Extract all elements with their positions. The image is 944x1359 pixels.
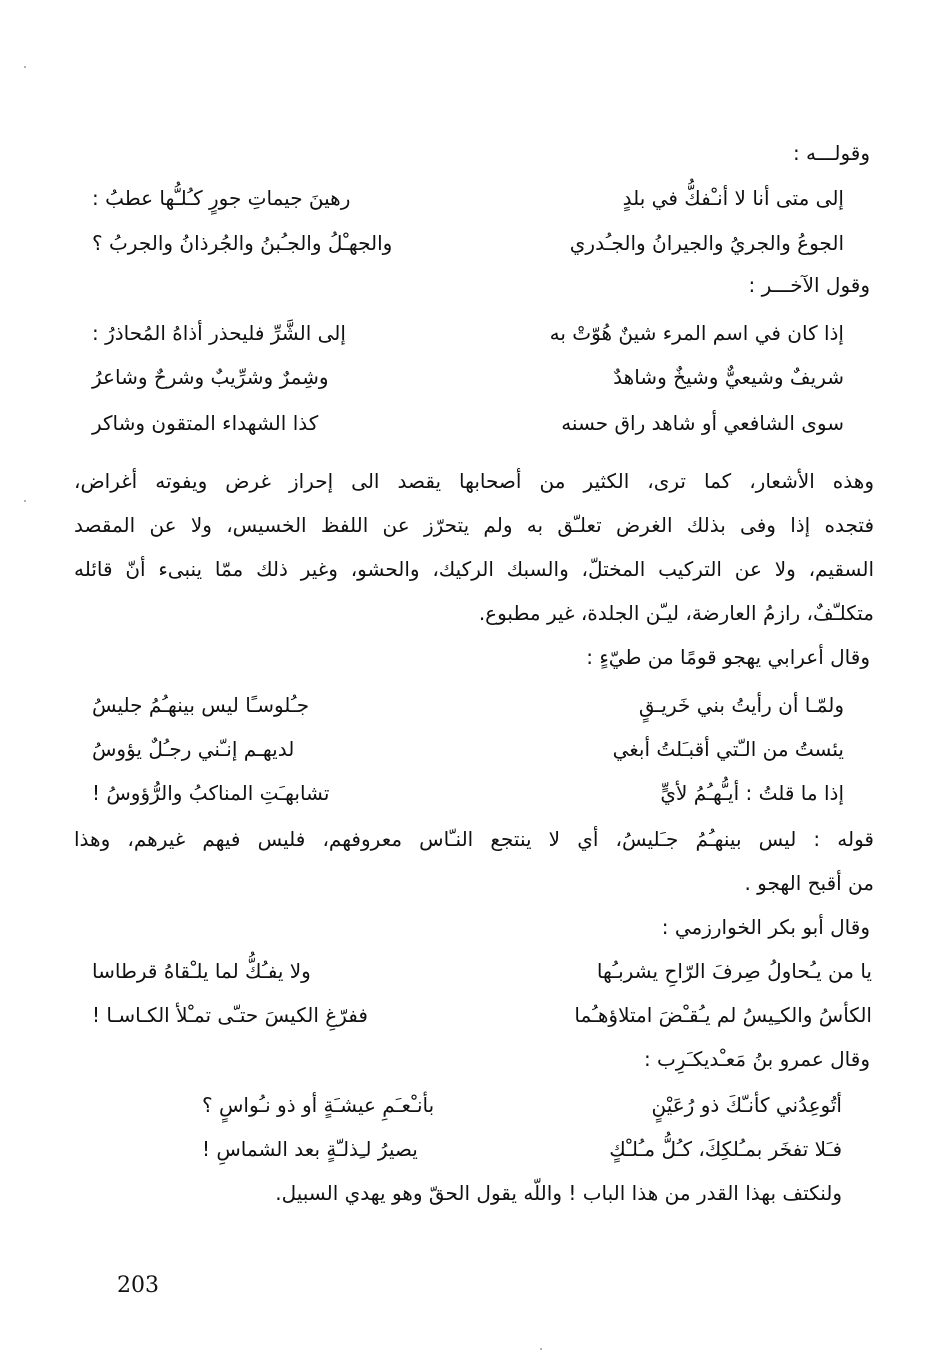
verse-first-hemistich: أتُوعِدُني كأنـّكَ ذو رُعَيْنٍ [651, 1093, 842, 1117]
verse-line [92, 734, 844, 764]
scan-speck [24, 500, 26, 502]
verse-second-hemistich: الكأسُ والكـِيسُ لم يـُقـْضَ امتلاؤهـُما [574, 1003, 872, 1027]
verse-line [202, 1090, 842, 1120]
section-heading: وقولـــه : [792, 141, 870, 165]
verse-second-hemistich: كذا الشهداء المتقون وشاكر [92, 411, 319, 435]
verse-first-hemistich: يا من يـُحاولُ صِرفَ الرّاحِ يشربـُها [596, 959, 872, 983]
verse-first-hemistich: ولمّـا أن رأيتُ بني خَريـقٍ [638, 693, 844, 717]
paragraph-line: السقيم، ولا عن التركيب المختلّ، والسبك الركيك، والحشو، وغير ذلك ممّا ينبىء أنّ قائله [74, 557, 874, 581]
verse-first-hemistich: الجوعُ والجريُ والجيرانُ والجـُدري [569, 231, 844, 255]
page-number: 203 [117, 1273, 159, 1298]
verse-line [92, 228, 844, 258]
paragraph-line: قوله : ليس بينهـُمُ جـَليسُ، أي لا ينتجع النـّاس معروفهم، فليس فيهم غيرهم، وهذا [74, 827, 874, 851]
verse-second-hemistich: ولا يفـُكُّ لما يلـْقاهُ قرطاسا [92, 959, 311, 983]
verse-line [92, 690, 844, 720]
section-heading: وقال أعرابي يهجو قومًا من طيّءٍ : [586, 645, 870, 669]
paragraph-line: وهذه الأشعار، كما ترى، الكثير من أصحابها يقصد الى إحراز غرض ويفوته أغراض، [74, 469, 874, 493]
verse-line [92, 183, 844, 213]
verse-first-hemistich: شريفٌ وشيعيٌّ وشيخٌ وشاهدٌ [613, 365, 844, 389]
verse-line [92, 318, 844, 348]
section-heading: وقال عمرو بنُ مَعـْديكـَرِب : [643, 1047, 870, 1071]
scan-speck [540, 1348, 542, 1350]
verse-second-hemistich: بأنـْعـَمِ عيشـَةٍ أو ذو نـُواسٍ ؟ [202, 1093, 435, 1117]
section-heading: وقال أبو بكر الخوارزمي : [661, 915, 870, 939]
verse-first-hemistich: يئستُ من الـّتي أقبـَلتُ أبغي [612, 737, 844, 761]
verse-line [92, 362, 844, 392]
verse-first-hemistich: ففرّغِ الكيسَ حتـّى تمـْلأ الكـاسـا ! [92, 1003, 368, 1027]
verse-second-hemistich: وشِمرٌ وشرِّيبٌ وشرحٌ وشاعرُ [92, 365, 329, 389]
verse-second-hemistich: إلى الشَّرِّ فليحذر أذاهُ المُحاذرُ : [92, 321, 346, 345]
verse-line [202, 1134, 842, 1164]
scan-speck [24, 66, 26, 68]
verse-first-hemistich: إذا ما قلتُ : أيـُّهـُمُ لأيٍّ [660, 781, 844, 805]
verse-second-hemistich: والجهـْلُ والجـُبنُ والجُرذانُ والجربُ ؟ [92, 231, 393, 255]
verse-line [92, 778, 844, 808]
verse-line [92, 408, 844, 438]
verse-first-hemistich: فـَلا تفخَر بمـُلكِكَ، كـُلُّ مـُلـْكٍ [609, 1137, 842, 1161]
verse-second-hemistich: لديهـم إنـّني رجـُلٌ يؤوسُ [92, 737, 295, 761]
verse-line [92, 956, 872, 986]
verse-first-hemistich: إلى متى أنا لا أنـْفكُّ في بلدٍ [622, 186, 844, 210]
verse-first-hemistich: إذا كان في اسم المرء شينٌ هُوّتْ به [549, 321, 844, 345]
verse-first-hemistich: سوى الشافعي أو شاهد راق حسنه [561, 411, 844, 435]
verse-second-hemistich: تشابهـَتِ المناكبُ والرُّؤوسُ ! [92, 781, 330, 805]
section-heading: وقول الآخـــر : [748, 273, 870, 297]
verse-line [92, 1000, 872, 1030]
verse-second-hemistich: جـُلوسـًا ليس بينهـُمُ جليسُ [92, 693, 310, 717]
closing-line: ولنكتف بهذا القدر من هذا الباب ! واللّه يقول الحقّ وهو يهدي السبيل. [275, 1181, 842, 1205]
verse-second-hemistich: رهينَ جيماتِ جورٍ كـُلـُّها عطبُ : [92, 186, 351, 210]
paragraph-line: فتجده إذا وفى بذلك الغرض تعلـّق به ولم يتحرّز عن اللفظ الخسيس، ولا عن المقصد [74, 513, 874, 537]
verse-second-hemistich: يصيرُ لـِذلـّةٍ بعد الشماسِ ! [202, 1137, 418, 1161]
paragraph-line: متكلـّفٌ، رازمُ العارضة، ليـّن الجلدة، غير مطبوع. [478, 601, 874, 625]
paragraph-line: من أقبح الهجو . [744, 871, 874, 895]
